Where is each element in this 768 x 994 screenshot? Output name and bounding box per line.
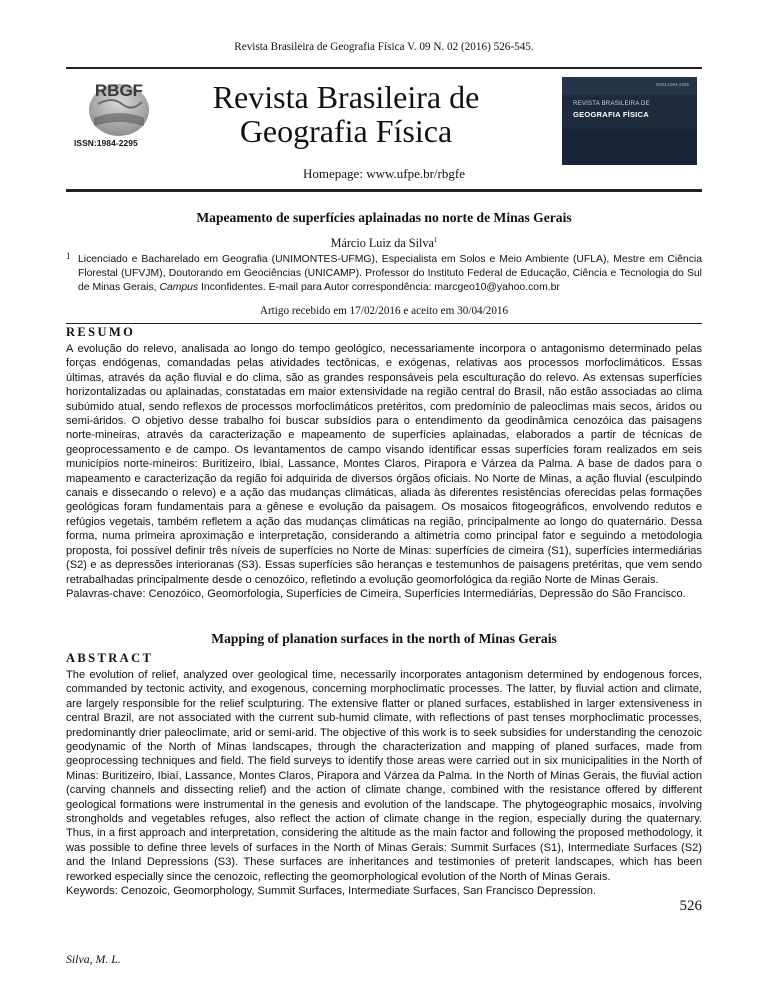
affiliation-campus: Campus — [159, 282, 199, 293]
received-date: Artigo recebido em 17/02/2016 e aceito em 30/04/2016 — [259, 305, 509, 317]
page-number: 526 — [679, 898, 702, 914]
journal-cover-image — [562, 77, 697, 165]
english-title: Mapping of planation surfaces in the north of Minas Gerais — [211, 631, 557, 646]
affiliation: Licenciado e Bacharelado em Geografia (UNIMONTES-UFMG), Especialista em Solos e Meio Ambiente (UFLA), Mestre em Ciência Florestal (UFVJM), Doutorando em Geociências (UNICAMP). Professor do Instituto Federal de Educação, Ciência e Tecnologia do Sul de Minas Gerais, Campus Inconfidentes. E-mail para Autor correspondência: marcgeo10@yahoo.com.br — [78, 254, 702, 293]
logo-lettering: RBGF — [94, 81, 144, 100]
resumo-text: A evolução do relevo, analisada ao longo do tempo geológico, necessariamente incorpora o antagonismo determinado pelas forças endógenas, comandadas pelas atividades tectônicas, e exógenas, relativas aos processos morfoclimáticos. Essas últimas, através da ação fluvial e do clima, são as grandes responsáveis pela esculturação do relevo. As extensas superfícies horizontalizadas ou aplainadas, constatadas em maior extensividade na região central do Brasil, não estão associadas ao clima subúmido atual, sendo reflexos de processos morfoclimáticos pretéritos, com predomínio de paleoclimas mais secos, áridos ou semi-áridos. O objetivo desse trabalho foi buscar subsídios para o entendimento da geodinâmica cenozóica das paisagens norte-mineiras, através da caracterização e mapeamento de superfícies aplainadas, elaborados a partir de técnicas de geoprocessamento e de campo. Os levantamentos de campo visando identificar essas superfícies foram realizados em seis municípios norte-mineiros: Buritizeiro, Ibiaí, Lassance, Montes Claros, Pirapora e Várzea da Palma. A base de dados para o mapeamento e caracterização da região foi adquirida de diversos órgãos oficiais. No Norte de Minas, a ação fluvial (esculpindo canais e dissecando o relevo) e a ação das mudanças climáticas, aliada às diferentes resistências oferecidas pelas formações geológicas foram fundamentais para a gênese e evolução da paisagem. Os mosaicos fitogeográficos, envolvendo redutos e refúgios vegetais, também refletem a ação das mudanças climáticas na região, principalmente ao longo do quaternário. Dessa forma, numa primeira aproximação e interpretação, considerando a altimetria como principal fator e seguindo a metodologia proposta, foi possível definir três níveis de superfícies no Norte de Minas: superfícies de cimeira (S1), superfícies intermediárias (S2) e as depressões interioranas (S3). Essas superfícies são heranças e testemunhos de paisagens pretéritas, que vem sendo retrabalhadas principalmente desde o cenozóico, refletindo a evolução geomorfológica da região Norte de Minas Gerais. — [66, 343, 702, 586]
cover-line1: REVISTA BRASILEIRA DE — [573, 100, 650, 107]
issn: ISSN:1984-2295 — [74, 138, 138, 148]
resumo-keywords: Palavras-chave: Cenozóico, Geomorfologia, Superfícies de Cimeira, Superfícies Intermediárias, Depressão do São Francisco. — [66, 587, 686, 600]
cover-mark: ISSN:1984-2295 — [655, 82, 689, 87]
homepage[interactable]: Homepage: www.ufpe.br/rbgfe — [303, 166, 465, 181]
abstract-text: The evolution of relief, analyzed over geological time, necessarily incorporates antagonism determined by endogenous forces, commanded by tectonic activity, and exogenous, concerning morphoclimatic processes. The latter, by fluvial action and climate, are largely responsible for the relief sculpturing. The extensive flatter or planed surfaces, established in larger extensiveness in central Brazil, are not associated with the current sub-humid climate, with reflections of past tenses morphoclimatic processes, predominantly drier paleoclimate, arid or semi-arid. The objective of this work is to seek subsidies for understanding the cenozoic geodynamic of the North of Minas landscapes, through the characterization and mapping of planed surfaces, made from geoprocessing techniques and field. The field surveys to identify those areas were carried out in six municipalities in the North of Minas: Buritizeiro, Ibiaí, Lassance, Montes Claros, Pirapora and Várzea da Palma. In the North of Minas Gerais, the fluvial action (carving channels and dissecting relief) and the action of climate change, combined with the resistance offered by different geological formations were instrumental in the genesis and evolution of the landscape. The phytogeographic mosaics, involving strongholds and vegetables refuges, also reflect the action of climate change in the region, especially during the quaternary. Thus, in a first approach and interpretation, considering the altitude as the main factor and following the proposed methodology, it was possible to define three levels of surfaces in the North of Minas Gerais: Summit Surfaces (S1), Intermediate Surfaces (S2) and the Inland Depressions (S3). These surfaces are inheritances and testimonies of preterit landscapes, which has been reworked especially since the cenozoic, reflecting the geomorphological evolution of the North of Minas Gerais. — [66, 669, 702, 883]
rbgf-logo-icon — [72, 74, 166, 138]
header-top-rule — [66, 67, 702, 69]
header-bottom-rule — [66, 189, 702, 192]
journal-title — [196, 80, 496, 148]
affiliation-mark: 1 — [66, 251, 71, 261]
abstract-heading: ABSTRACT — [66, 651, 154, 665]
resumo-body — [66, 342, 702, 601]
footer-author: Silva, M. L. — [66, 952, 121, 966]
paper-title: Mapeamento de superfícies aplainadas no norte de Minas Gerais — [196, 210, 572, 225]
author: Márcio Luiz da Silva$^1$ — [330, 236, 438, 251]
abstract-keywords: Keywords: Cenozoic, Geomorphology, Summit Surfaces, Intermediate Surfaces, San Francisco Depression. — [66, 885, 597, 898]
abstract-body — [66, 668, 702, 899]
journal-title-line1: Revista Brasileira de — [212, 79, 480, 115]
resumo-heading: RESUMO — [66, 325, 136, 339]
cover-line2: GEOGRAFIA FÍSICA — [573, 110, 649, 119]
author-mark: 1 — [433, 236, 438, 244]
running-head: Revista Brasileira de Geografia Física V. 09 N. 02 (2016) 526-545. — [234, 41, 534, 53]
received-rule — [66, 323, 702, 324]
journal-title-line2: Geografia Física — [239, 113, 453, 149]
